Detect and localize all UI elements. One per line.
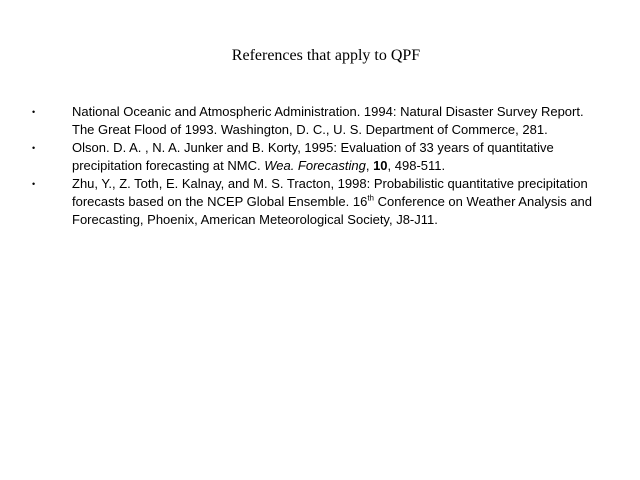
- reference-item-olson: [32, 139, 592, 175]
- volume-number: 10: [373, 158, 388, 173]
- bullet-icon: •: [32, 107, 36, 117]
- reference-text: National Oceanic and Atmospheric Administration. 1994: Natural Disaster Survey Report. The Great Flood of 1993. Washington, D. C., U. S. Department of Commerce, 281.: [72, 104, 584, 137]
- bullet-icon: •: [32, 179, 36, 189]
- reference-pages: , 498-511.: [387, 158, 446, 173]
- separator: ,: [365, 158, 374, 173]
- reference-list: [32, 103, 592, 229]
- reference-item-zhu: [32, 175, 592, 229]
- ordinal-suffix: th: [367, 193, 374, 203]
- reference-text: Zhu, Y., Z. Toth, E. Kalnay, and M. S. Tracton, 1998: Probabilistic quantitative precipitation forecasts based on the NCEP Global Ensemble. 16: [72, 176, 588, 209]
- bullet-icon: •: [32, 143, 36, 153]
- reference-item-noaa: [32, 103, 592, 139]
- slide-title: References that apply to QPF: [231, 47, 421, 64]
- reference-text-end: Conference on Weather Analysis and Forecasting, Phoenix, American Meteorological Society, J8-J11.: [72, 194, 593, 227]
- reference-text: Olson. D. A. , N. A. Junker and B. Korty, 1995: Evaluation of 33 years of quantitative precipitation forecasting at NMC.: [72, 140, 554, 173]
- journal-name: Wea. Forecasting: [264, 158, 366, 173]
